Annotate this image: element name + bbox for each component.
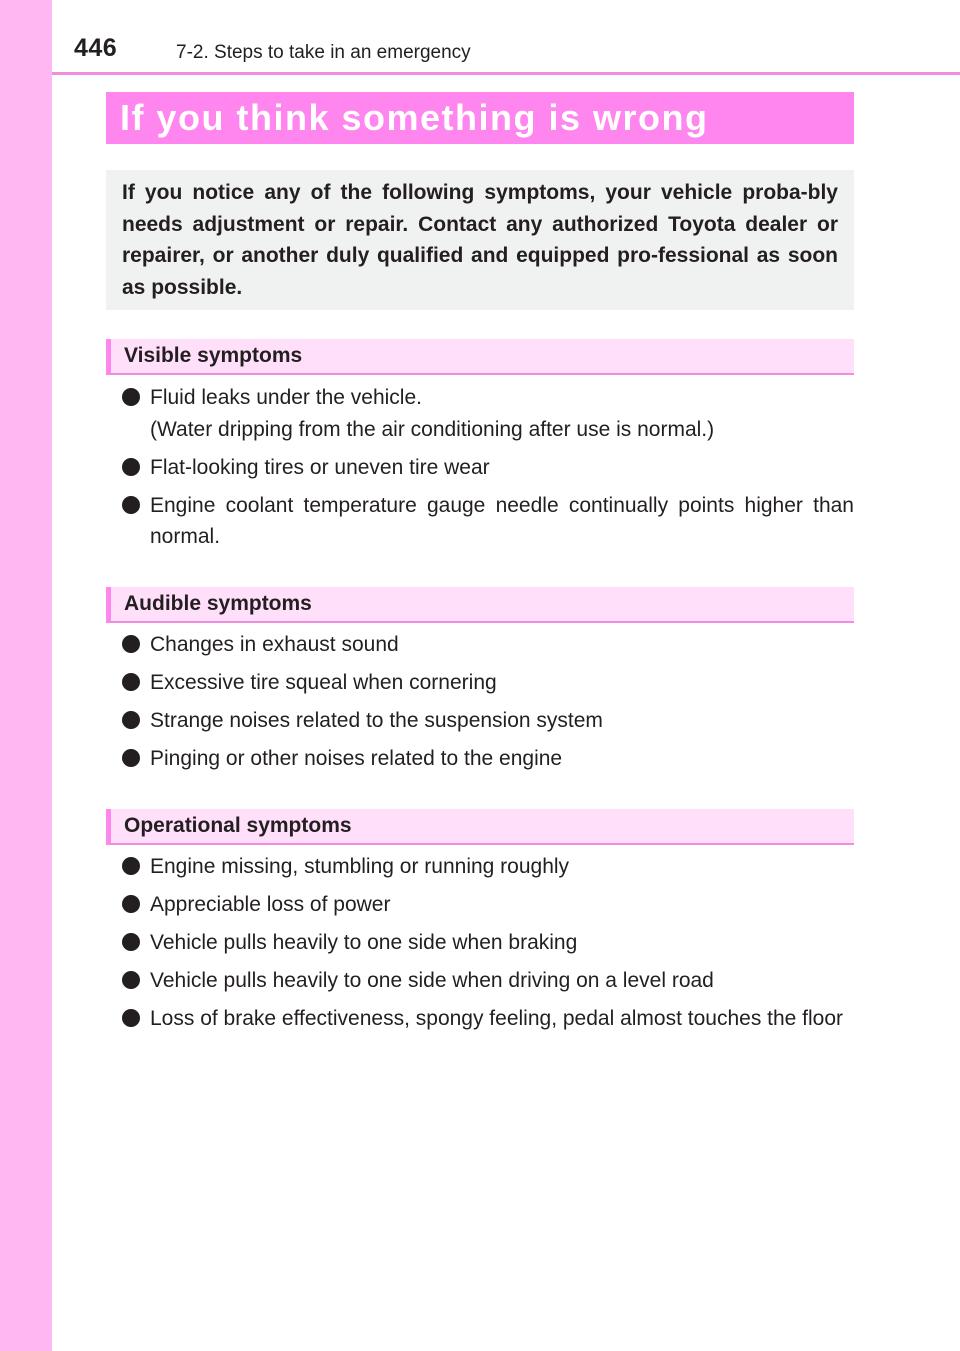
list-item	[122, 452, 854, 484]
list-item	[122, 490, 854, 553]
bullet-icon	[122, 496, 140, 514]
list-item-text: Vehicle pulls heavily to one side when braking	[150, 931, 578, 954]
bullet-icon	[122, 635, 140, 653]
bullet-icon	[122, 711, 140, 729]
list-item	[122, 629, 854, 661]
section-breadcrumb: 7-2. Steps to take in an emergency	[176, 42, 471, 63]
list-item	[122, 743, 854, 775]
audible-symptoms-header	[106, 587, 854, 623]
list-item	[122, 705, 854, 737]
list-item	[122, 667, 854, 699]
list-item-text: Fluid leaks under the vehicle.	[150, 386, 422, 409]
list-item	[122, 927, 854, 959]
list-item-text: Appreciable loss of power	[150, 893, 391, 916]
audible-symptoms-list	[122, 629, 854, 781]
visible-symptoms-header	[106, 339, 854, 375]
list-item	[122, 851, 854, 883]
list-item-text: Strange noises related to the suspension system	[150, 709, 603, 732]
list-item-text: Vehicle pulls heavily to one side when driving on a level road	[150, 969, 714, 992]
visible-symptoms-list	[122, 382, 854, 559]
visible-symptoms-heading: Visible symptoms	[124, 344, 303, 367]
operational-symptoms-heading: Operational symptoms	[124, 814, 352, 837]
list-item	[122, 889, 854, 921]
bullet-icon	[122, 971, 140, 989]
list-item-text: Engine coolant temperature gauge needle continually points higher than normal.	[150, 493, 854, 548]
page-side-tab	[0, 0, 52, 1351]
bullet-icon	[122, 673, 140, 691]
bullet-icon	[122, 857, 140, 875]
list-item-note: (Water dripping from the air conditioning after use is normal.)	[150, 417, 715, 441]
bullet-icon	[122, 933, 140, 951]
list-item-text: Excessive tire squeal when cornering	[150, 671, 497, 694]
list-item	[122, 1003, 854, 1035]
page-title: If you think something is wrong	[120, 97, 709, 138]
operational-symptoms-header	[106, 809, 854, 845]
list-item	[122, 965, 854, 997]
list-item-text: Flat-looking tires or uneven tire wear	[150, 455, 490, 479]
page-title-bar	[106, 92, 854, 144]
page-number: 446	[74, 34, 118, 62]
list-item-text: Pinging or other noises related to the engine	[150, 747, 563, 770]
intro-text: If you notice any of the following symptoms, your vehicle proba-bly needs adjustment or repair. Contact any authorized Toyota dealer or repairer, or another duly qualified and equipped pro-fessional as soon as possible.	[122, 181, 838, 299]
bullet-icon	[122, 458, 140, 476]
audible-symptoms-heading: Audible symptoms	[124, 592, 312, 615]
operational-symptoms-list	[122, 851, 854, 1041]
bullet-icon	[122, 1009, 140, 1027]
list-item-text: Engine missing, stumbling or running roughly	[150, 855, 570, 878]
intro-box	[106, 170, 854, 310]
list-item	[122, 382, 854, 445]
header-divider	[52, 72, 960, 75]
bullet-icon	[122, 895, 140, 913]
list-item-text: Loss of brake effectiveness, spongy feeling, pedal almost touches the floor	[150, 1007, 844, 1030]
bullet-icon	[122, 388, 140, 406]
bullet-icon	[122, 749, 140, 767]
list-item-text: Changes in exhaust sound	[150, 633, 399, 656]
